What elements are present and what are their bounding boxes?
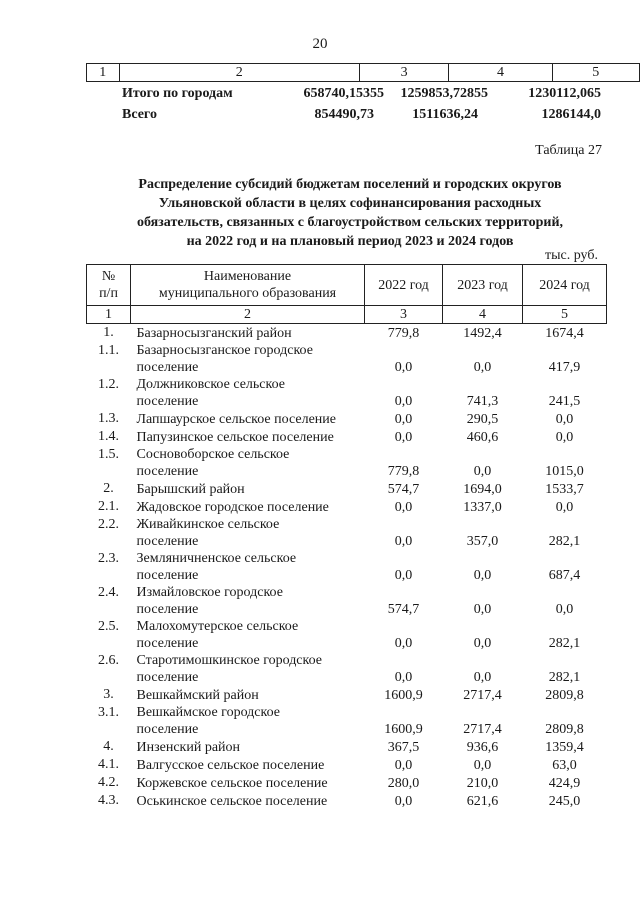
row-value-2023: 1694,0: [463, 482, 502, 497]
row-name-line: поселение: [136, 394, 199, 409]
table-row: [87, 686, 607, 704]
header-2024: 2024 год: [523, 265, 607, 306]
row-value-2022: 0,0: [394, 500, 413, 515]
row-value-2022: 0,0: [394, 360, 413, 375]
row-number: 4.: [103, 739, 114, 754]
continuation-header-table: [86, 63, 640, 82]
row-name: [131, 652, 365, 686]
row-name: [131, 686, 365, 704]
row-name-line: Малохомутерское сельское: [136, 619, 299, 634]
row-value-2023: 0,0: [473, 360, 492, 375]
row-value-2024: 245,0: [548, 794, 581, 809]
table-row: [87, 498, 607, 516]
row-value-2024: 282,1: [548, 534, 581, 549]
row-name-line: Базарносызганский район: [136, 326, 292, 341]
table-row: [87, 756, 607, 774]
row-name-line: поселение: [136, 534, 199, 549]
totals-value-2022: 854490,73: [314, 107, 374, 122]
row-name-line: Измайловское городское: [136, 585, 283, 600]
row-name-line: поселение: [136, 568, 199, 583]
header-number: [87, 265, 131, 306]
column-number: 3: [365, 306, 443, 324]
row-name: [131, 446, 365, 480]
header-number-line1: №: [101, 269, 116, 284]
totals-value-2024: 1230112,065: [528, 86, 601, 101]
row-value-2022: 0,0: [394, 412, 413, 427]
column-number: 1: [87, 306, 131, 324]
row-name: [131, 376, 365, 410]
row-value-2023: 0,0: [473, 602, 492, 617]
row-value-2022: 280,0: [387, 776, 420, 791]
row-name: [131, 618, 365, 652]
totals-value-2023: 1511636,24: [412, 107, 478, 122]
row-number: 1.3.: [98, 411, 119, 426]
column-number: 2: [131, 306, 365, 324]
row-value-2023: 290,5: [466, 412, 499, 427]
row-value-2024: 1533,7: [545, 482, 584, 497]
table-body: [87, 324, 607, 811]
header-2022: 2022 год: [365, 265, 443, 306]
row-value-2024: 0,0: [555, 412, 574, 427]
row-number: 1.5.: [98, 447, 119, 462]
row-name: [131, 738, 365, 756]
table-row: [87, 428, 607, 446]
row-name-line: Вешкаймский район: [136, 688, 259, 703]
table-row: [87, 410, 607, 428]
row-number: 4.1.: [98, 757, 119, 772]
row-value-2022: 1600,9: [384, 722, 423, 737]
row-value-2022: 0,0: [394, 430, 413, 445]
row-value-2024: 241,5: [548, 394, 581, 409]
row-value-2023: 1492,4: [463, 326, 502, 341]
row-name-line: Оськинское сельское поселение: [136, 794, 328, 809]
row-number: 2.: [103, 481, 114, 496]
row-value-2023: 1337,0: [463, 500, 502, 515]
row-name-line: поселение: [136, 464, 199, 479]
row-value-2022: 0,0: [394, 534, 413, 549]
header-name: [131, 265, 365, 306]
column-number: 5: [523, 306, 607, 324]
row-name-line: Базарносызганское городское: [136, 343, 313, 358]
table-row: [87, 480, 607, 498]
row-number: 2.4.: [98, 585, 119, 600]
row-number: 4.2.: [98, 775, 119, 790]
continuation-col-3: 3: [359, 64, 448, 82]
totals-label: Всего: [122, 107, 157, 122]
row-number: 3.: [103, 687, 114, 702]
row-number: 2.2.: [98, 517, 119, 532]
row-value-2023: 460,6: [466, 430, 499, 445]
row-name-line: Сосновоборское сельское: [136, 447, 290, 462]
table-row: [87, 376, 607, 410]
header-2023: 2023 год: [443, 265, 523, 306]
row-name-line: Должниковское сельское: [136, 377, 285, 392]
row-name: [131, 774, 365, 792]
row-number: 3.1.: [98, 705, 119, 720]
row-value-2023: 741,3: [466, 394, 499, 409]
row-name: [131, 480, 365, 498]
row-value-2023: 936,6: [466, 740, 499, 755]
table-row: [87, 704, 607, 738]
table-heading: [80, 175, 620, 251]
header-number-line2: п/п: [99, 286, 118, 301]
totals-row-cities: [86, 86, 606, 107]
continuation-col-1: 1: [87, 64, 120, 82]
row-value-2024: 282,1: [548, 670, 581, 685]
row-number: 2.1.: [98, 499, 119, 514]
table-row: [87, 446, 607, 480]
row-value-2023: 2717,4: [463, 722, 502, 737]
row-value-2024: 1015,0: [545, 464, 584, 479]
table-row: [87, 550, 607, 584]
row-value-2022: 779,8: [387, 464, 420, 479]
row-name-line: Папузинское сельское поселение: [136, 430, 334, 445]
continuation-col-4: 4: [449, 64, 552, 82]
row-name-line: Вешкаймское городское: [136, 705, 280, 720]
row-number: 1.1.: [98, 343, 119, 358]
row-name: [131, 324, 365, 343]
table-row: [87, 324, 607, 343]
table-row: [87, 792, 607, 810]
row-name-line: Старотимошкинское городское: [136, 653, 322, 668]
row-name-line: поселение: [136, 602, 199, 617]
row-value-2024: 1359,4: [545, 740, 584, 755]
totals-block: [86, 86, 606, 128]
heading-line: Ульяновской области в целях софинансирования расходных: [158, 196, 542, 211]
row-value-2023: 0,0: [473, 670, 492, 685]
table-number-label: Таблица 27: [535, 143, 602, 158]
row-name: [131, 342, 365, 376]
row-value-2022: 0,0: [394, 636, 413, 651]
totals-row-all: [86, 107, 606, 128]
subsidy-table: [86, 264, 607, 810]
header-name-line1: Наименование: [203, 269, 292, 284]
row-value-2024: 0,0: [555, 602, 574, 617]
row-value-2023: 621,6: [466, 794, 499, 809]
row-name: [131, 704, 365, 738]
heading-line: обязательств, связанных с благоустройством сельских территорий,: [136, 215, 564, 230]
row-name-line: Жадовское городское поселение: [136, 500, 329, 515]
row-value-2024: 687,4: [548, 568, 581, 583]
units-label: тыс. руб.: [545, 248, 598, 263]
heading-line: Распределение субсидий бюджетам поселений и городских округов: [138, 177, 562, 192]
row-name: [131, 498, 365, 516]
row-number: 1.: [103, 325, 114, 340]
table-row: [87, 584, 607, 618]
row-value-2022: 0,0: [394, 794, 413, 809]
row-name: [131, 516, 365, 550]
row-value-2024: 63,0: [552, 758, 577, 773]
table-row: [87, 342, 607, 376]
row-name-line: Инзенский район: [136, 740, 241, 755]
row-name-line: Лапшаурское сельское поселение: [136, 412, 336, 427]
row-value-2022: 0,0: [394, 568, 413, 583]
totals-label: Итого по городам: [122, 86, 233, 101]
row-name-line: поселение: [136, 360, 199, 375]
row-value-2024: 0,0: [555, 430, 574, 445]
row-value-2024: 2809,8: [545, 688, 584, 703]
row-name-line: поселение: [136, 722, 199, 737]
row-value-2023: 0,0: [473, 568, 492, 583]
row-value-2024: 417,9: [548, 360, 581, 375]
page-number: 20: [312, 36, 328, 52]
continuation-col-2: 2: [119, 64, 359, 82]
row-value-2023: 0,0: [473, 758, 492, 773]
row-name: [131, 428, 365, 446]
table-row: [87, 652, 607, 686]
column-number: 4: [443, 306, 523, 324]
row-name: [131, 410, 365, 428]
row-name-line: Барышский район: [136, 482, 245, 497]
row-value-2022: 367,5: [387, 740, 420, 755]
row-value-2023: 357,0: [466, 534, 499, 549]
row-value-2023: 2717,4: [463, 688, 502, 703]
row-name-line: поселение: [136, 670, 199, 685]
row-value-2022: 0,0: [394, 758, 413, 773]
totals-value-2024: 1286144,0: [541, 107, 601, 122]
row-value-2022: 574,7: [387, 602, 420, 617]
row-value-2023: 0,0: [473, 464, 492, 479]
row-number: 2.5.: [98, 619, 119, 634]
row-value-2022: 574,7: [387, 482, 420, 497]
row-number: 1.4.: [98, 429, 119, 444]
table-row: [87, 618, 607, 652]
row-value-2023: 210,0: [466, 776, 499, 791]
row-value-2024: 424,9: [548, 776, 581, 791]
row-number: 4.3.: [98, 793, 119, 808]
row-name-line: Земляничненское сельское: [136, 551, 297, 566]
table-row: [87, 774, 607, 792]
row-value-2023: 0,0: [473, 636, 492, 651]
row-value-2024: 1674,4: [545, 326, 584, 341]
row-number: 2.3.: [98, 551, 119, 566]
row-value-2024: 0,0: [555, 500, 574, 515]
continuation-col-5: 5: [552, 64, 639, 82]
table-row: [87, 738, 607, 756]
totals-value-2022: 658740,15355: [303, 86, 384, 101]
row-name-line: Валгусское сельское поселение: [136, 758, 325, 773]
row-name: [131, 550, 365, 584]
row-value-2022: 1600,9: [384, 688, 423, 703]
table-row: [87, 516, 607, 550]
row-name-line: Живайкинское сельское: [136, 517, 280, 532]
row-value-2024: 2809,8: [545, 722, 584, 737]
row-value-2022: 0,0: [394, 670, 413, 685]
totals-value-2023: 1259853,72855: [400, 86, 488, 101]
row-number: 1.2.: [98, 377, 119, 392]
row-name: [131, 756, 365, 774]
row-number: 2.6.: [98, 653, 119, 668]
header-name-line2: муниципального образования: [158, 286, 337, 301]
row-value-2022: 0,0: [394, 394, 413, 409]
row-name-line: поселение: [136, 636, 199, 651]
row-value-2024: 282,1: [548, 636, 581, 651]
row-name-line: Коржевское сельское поселение: [136, 776, 328, 791]
heading-line: на 2022 год и на плановый период 2023 и 2024 годов: [186, 234, 514, 249]
row-value-2022: 779,8: [387, 326, 420, 341]
row-name: [131, 584, 365, 618]
row-name: [131, 792, 365, 810]
